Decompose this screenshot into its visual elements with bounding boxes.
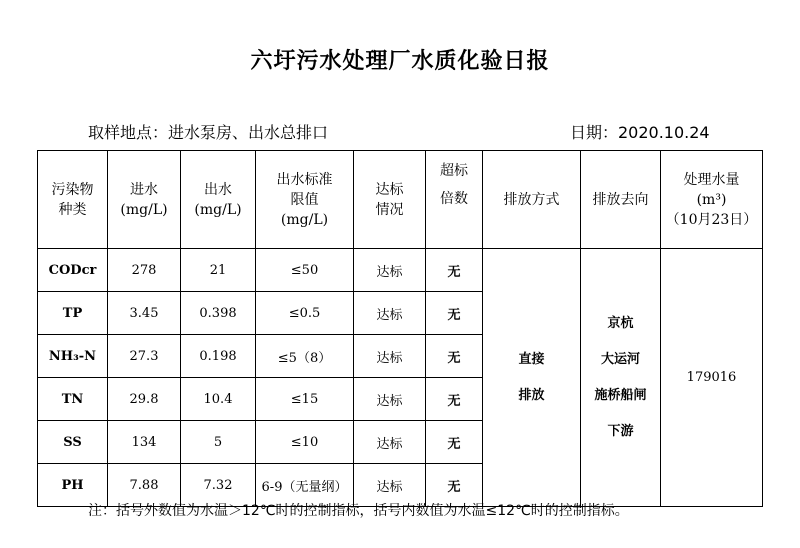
pollutant-cell: SS: [38, 421, 108, 464]
influent-cell: 3.45: [108, 292, 181, 335]
standard-cell: ≤15: [256, 378, 354, 421]
standard-cell: 6-9（无量纲）: [256, 464, 354, 507]
exceed-cell: 无: [426, 335, 483, 378]
exceed-cell: 无: [426, 421, 483, 464]
table-row: [38, 249, 763, 292]
influent-cell: 29.8: [108, 378, 181, 421]
header-influent: 进水 (mg/L): [108, 151, 181, 249]
treated-volume: 179016: [661, 249, 763, 507]
influent-cell: 27.3: [108, 335, 181, 378]
header-effluent: 出水 (mg/L): [181, 151, 256, 249]
header-row: [38, 151, 763, 249]
influent-cell: 134: [108, 421, 181, 464]
footnote: 注：括号外数值为水温＞12℃时的控制指标，括号内数值为水温≤12℃时的控制指标。: [88, 503, 629, 519]
effluent-cell: 10.4: [181, 378, 256, 421]
report-date: 日期：2020.10.24: [570, 123, 710, 142]
header-volume: 处理水量 (m³) （10月23日）: [661, 151, 763, 249]
exceed-cell: 无: [426, 464, 483, 507]
sampling-location: 取样地点：进水泵房、出水总排口: [88, 123, 329, 142]
influent-cell: 7.88: [108, 464, 181, 507]
effluent-cell: 21: [181, 249, 256, 292]
header-destination: 排放去向: [581, 151, 661, 249]
header-status: 达标 情况: [354, 151, 426, 249]
discharge-destination: 京杭 大运河 施桥船闸 下游: [581, 249, 661, 507]
standard-cell: ≤50: [256, 249, 354, 292]
status-cell: 达标: [354, 249, 426, 292]
pollutant-cell: TN: [38, 378, 108, 421]
status-cell: 达标: [354, 464, 426, 507]
effluent-cell: 0.198: [181, 335, 256, 378]
effluent-cell: 5: [181, 421, 256, 464]
exceed-cell: 无: [426, 378, 483, 421]
status-cell: 达标: [354, 378, 426, 421]
header-exceed: 超标 倍数: [426, 151, 483, 249]
effluent-cell: 0.398: [181, 292, 256, 335]
influent-cell: 278: [108, 249, 181, 292]
water-quality-table: [37, 150, 763, 507]
pollutant-cell: PH: [38, 464, 108, 507]
report-title: 六圩污水处理厂水质化验日报: [250, 49, 550, 74]
exceed-cell: 无: [426, 249, 483, 292]
pollutant-cell: TP: [38, 292, 108, 335]
pollutant-cell: CODcr: [38, 249, 108, 292]
discharge-method: 直接 排放: [483, 249, 581, 507]
header-standard: 出水标准 限值 (mg/L): [256, 151, 354, 249]
exceed-cell: 无: [426, 292, 483, 335]
header-pollutant: 污染物 种类: [38, 151, 108, 249]
status-cell: 达标: [354, 335, 426, 378]
effluent-cell: 7.32: [181, 464, 256, 507]
standard-cell: ≤10: [256, 421, 354, 464]
status-cell: 达标: [354, 292, 426, 335]
status-cell: 达标: [354, 421, 426, 464]
header-method: 排放方式: [483, 151, 581, 249]
standard-cell: ≤5（8）: [256, 335, 354, 378]
pollutant-cell: NH₃-N: [38, 335, 108, 378]
standard-cell: ≤0.5: [256, 292, 354, 335]
